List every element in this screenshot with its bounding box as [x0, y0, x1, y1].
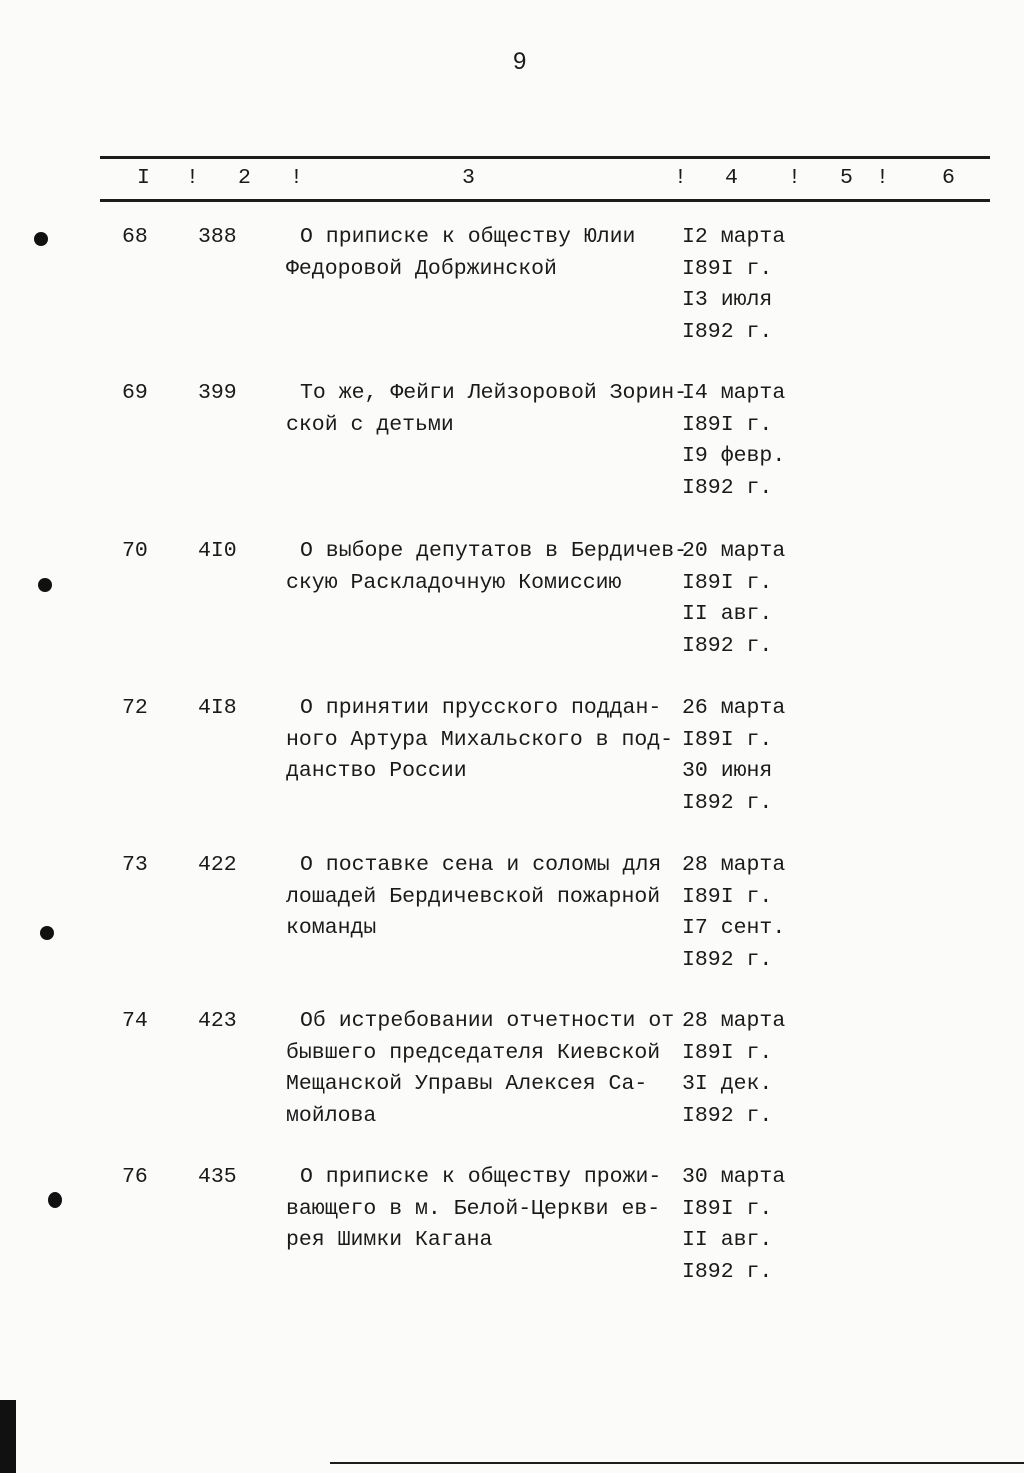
date-line: I4 марта [682, 381, 786, 405]
date-line: 30 марта [682, 1165, 786, 1189]
title-line: скую Раскладочную Комиссию [286, 570, 622, 595]
title-line: Мещанской Управы Алексея Са- [286, 1072, 648, 1096]
file-title [286, 693, 673, 788]
date-line: 30 июня [682, 759, 773, 783]
date-line: I89I г. [682, 412, 773, 437]
file-number: 4I8 [198, 696, 237, 720]
col-header-2: 2 [238, 166, 251, 190]
date-line: II авг. [682, 602, 773, 626]
file-number: 4I0 [198, 539, 237, 563]
date-line: I89I г. [682, 1040, 773, 1065]
title-line: вающего в м. Белой-Церкви ев- [286, 1196, 661, 1221]
title-line: О приписке к обществу прожи- [300, 1165, 662, 1189]
date-line: I892 г. [682, 633, 773, 658]
title-line: рея Шимки Кагана [286, 1228, 493, 1252]
date-line: II авг. [682, 1228, 773, 1252]
title-line: Федоровой Добржинской [286, 256, 557, 281]
col-separator: ! [876, 166, 889, 190]
page-number: 9 [513, 48, 527, 75]
date-line: I892 г. [682, 947, 773, 972]
date-line: 28 марта [682, 853, 786, 877]
bottom-rule [330, 1462, 1024, 1464]
title-line: То же, Фейги Лейзоровой Зорин- [300, 381, 688, 405]
file-number: 399 [198, 381, 237, 405]
date-line: I892 г. [682, 319, 773, 344]
title-line: команды [286, 916, 377, 940]
date-line: 3I дек. [682, 1072, 773, 1096]
file-title [286, 1162, 661, 1257]
item-number: 69 [122, 381, 148, 405]
file-title [286, 378, 687, 441]
item-number: 72 [122, 696, 148, 720]
col-separator: ! [290, 166, 303, 190]
col-header-1: I [137, 166, 150, 190]
col-separator: ! [186, 166, 199, 190]
title-line: бывшего председателя Киевской [286, 1040, 661, 1065]
table-header [0, 163, 1024, 195]
item-number: 74 [122, 1009, 148, 1033]
col-separator: ! [788, 166, 801, 190]
date-line: I892 г. [682, 1103, 773, 1128]
item-number: 76 [122, 1165, 148, 1189]
date-line: I89I г. [682, 727, 773, 752]
file-title [286, 850, 661, 945]
file-number: 423 [198, 1009, 237, 1033]
date-line: I892 г. [682, 475, 773, 500]
file-dates [682, 378, 785, 504]
file-number: 435 [198, 1165, 237, 1189]
title-line: О выборе депутатов в Бердичев- [300, 539, 688, 563]
punch-hole-mark [48, 1192, 62, 1208]
punch-hole-mark [40, 926, 54, 940]
date-line: I89I г. [682, 1196, 773, 1221]
punch-hole-mark [34, 232, 48, 246]
date-line: I7 сент. [682, 916, 786, 940]
col-header-3: 3 [462, 166, 475, 190]
file-dates [682, 536, 785, 662]
date-line: 20 марта [682, 539, 786, 563]
binding-edge-mark [0, 1400, 16, 1473]
file-number: 422 [198, 853, 237, 877]
file-number: 388 [198, 225, 237, 249]
file-dates [682, 1162, 785, 1288]
title-line: О приписке к обществу Юлии [300, 225, 636, 249]
date-line: I3 июля [682, 288, 773, 312]
item-number: 73 [122, 853, 148, 877]
title-line: ской с детьми [286, 412, 454, 437]
file-title [286, 536, 687, 599]
title-line: О принятии прусского поддан- [300, 696, 662, 720]
title-line: мойлова [286, 1103, 377, 1128]
title-line: лошадей Бердичевской пожарной [286, 884, 661, 909]
col-header-5: 5 [840, 166, 853, 190]
file-dates [682, 1006, 785, 1132]
file-title [286, 1006, 674, 1132]
date-line: I892 г. [682, 1259, 773, 1284]
punch-hole-mark [38, 578, 52, 592]
header-top-rule [100, 156, 990, 159]
col-header-6: 6 [942, 166, 955, 190]
file-dates [682, 693, 785, 819]
title-line: данство России [286, 759, 467, 783]
header-bottom-rule [100, 199, 990, 202]
file-title [286, 222, 635, 285]
file-dates [682, 850, 785, 976]
title-line: О поставке сена и соломы для [300, 853, 662, 877]
date-line: I892 г. [682, 790, 773, 815]
item-number: 70 [122, 539, 148, 563]
date-line: 28 марта [682, 1009, 786, 1033]
file-dates [682, 222, 785, 348]
col-separator: ! [674, 166, 687, 190]
title-line: Об истребовании отчетности от [300, 1009, 675, 1033]
date-line: I89I г. [682, 884, 773, 909]
date-line: 26 марта [682, 696, 786, 720]
col-header-4: 4 [725, 166, 738, 190]
date-line: I89I г. [682, 570, 773, 595]
date-line: I89I г. [682, 256, 773, 281]
date-line: I9 февр. [682, 444, 786, 468]
title-line: ного Артура Михальского в под- [286, 727, 674, 752]
date-line: I2 марта [682, 225, 786, 249]
item-number: 68 [122, 225, 148, 249]
